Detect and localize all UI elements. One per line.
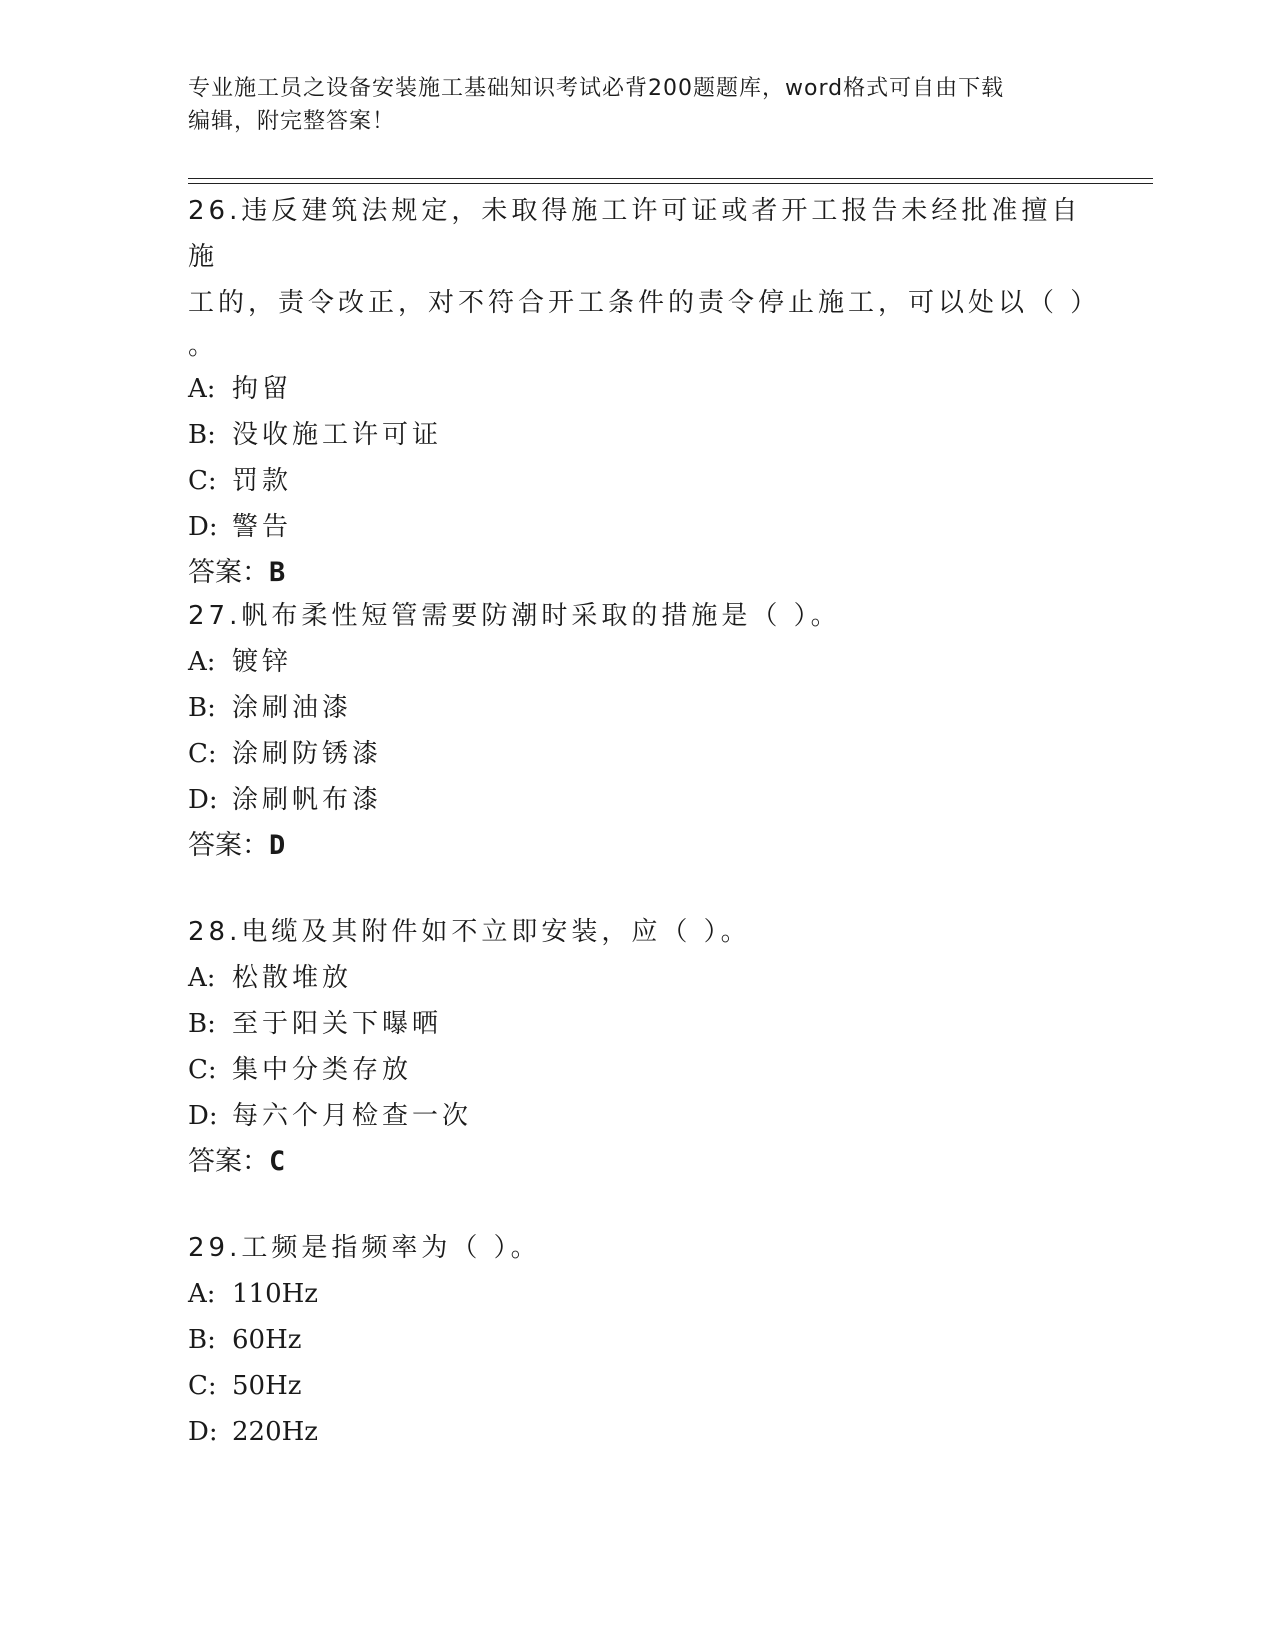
option-key: A: — [188, 647, 216, 677]
option-text: 没收施工许可证 — [232, 420, 443, 450]
option-a — [188, 639, 1088, 685]
option-d — [188, 1093, 1088, 1139]
option-text: 110Hz — [232, 1279, 318, 1309]
option-b — [188, 685, 1088, 731]
option-text: 松散堆放 — [232, 963, 353, 993]
option-key: A: — [188, 963, 216, 993]
question-stem-line: 工的，责令改正，对不符合开工条件的责令停止施工，可以处以（ ） — [188, 288, 1101, 318]
option-text: 60Hz — [232, 1325, 302, 1355]
option-text: 50Hz — [232, 1371, 302, 1401]
answer-label: 答案： — [188, 557, 269, 588]
option-a — [188, 366, 1088, 412]
question-stem-line: 29.工频是指频率为（ ）。 — [188, 1233, 541, 1263]
document-header — [188, 72, 1068, 138]
question-26 — [188, 188, 1101, 596]
option-d — [188, 777, 1088, 823]
option-text: 涂刷帆布漆 — [232, 785, 383, 815]
header-divider-top — [188, 178, 1153, 179]
option-text: 罚款 — [232, 466, 293, 496]
option-key: D: — [188, 1101, 218, 1131]
option-c — [188, 731, 1088, 777]
option-d — [188, 1409, 1088, 1455]
option-key: D: — [188, 1417, 218, 1447]
answer-line — [188, 550, 1088, 596]
question-stem-line: 。 — [188, 331, 219, 361]
answer-line — [188, 823, 1088, 869]
option-text: 涂刷防锈漆 — [232, 739, 383, 769]
option-text: 每六个月检查一次 — [232, 1101, 473, 1131]
option-key: B: — [188, 1009, 216, 1039]
option-key: A: — [188, 374, 216, 404]
header-line-2: 编辑，附完整答案！ — [188, 109, 396, 134]
option-key: B: — [188, 693, 216, 723]
option-key: C: — [188, 1371, 217, 1401]
option-c — [188, 1363, 1088, 1409]
answer-value: D — [269, 830, 286, 861]
option-text: 拘留 — [232, 374, 293, 404]
option-key: C: — [188, 1055, 217, 1085]
answer-line — [188, 1139, 1088, 1185]
option-text: 至于阳关下曝晒 — [232, 1009, 443, 1039]
option-b — [188, 1001, 1088, 1047]
option-text: 镀锌 — [232, 647, 293, 677]
option-text: 警告 — [232, 512, 293, 542]
option-text: 涂刷油漆 — [232, 693, 353, 723]
option-text: 集中分类存放 — [232, 1055, 413, 1085]
question-stem-line: 28.电缆及其附件如不立即安装，应（ ）。 — [188, 917, 751, 947]
option-key: D: — [188, 785, 218, 815]
header-divider-bottom — [188, 183, 1153, 184]
option-c — [188, 458, 1088, 504]
option-a — [188, 1271, 1088, 1317]
option-key: B: — [188, 420, 216, 450]
option-b — [188, 1317, 1088, 1363]
option-c — [188, 1047, 1088, 1093]
option-text: 220Hz — [232, 1417, 318, 1447]
option-key: A: — [188, 1279, 216, 1309]
answer-value: B — [269, 557, 286, 588]
header-line-1: 专业施工员之设备安装施工基础知识考试必背200题题库，word格式可自由下载 — [188, 76, 1005, 101]
question-27 — [188, 593, 1088, 869]
option-key: B: — [188, 1325, 216, 1355]
question-stem-line: 26.违反建筑法规定，未取得施工许可证或者开工报告未经批准擅自施 — [188, 196, 1082, 272]
option-key: C: — [188, 466, 217, 496]
question-29 — [188, 1225, 1088, 1455]
option-a — [188, 955, 1088, 1001]
question-stem-line: 27.帆布柔性短管需要防潮时采取的措施是（ ）。 — [188, 601, 841, 631]
answer-label: 答案： — [188, 1146, 269, 1177]
option-key: D: — [188, 512, 218, 542]
answer-label: 答案： — [188, 830, 269, 861]
option-key: C: — [188, 739, 217, 769]
option-b — [188, 412, 1088, 458]
answer-value: C — [269, 1146, 286, 1177]
question-28 — [188, 909, 1088, 1185]
option-d — [188, 504, 1088, 550]
